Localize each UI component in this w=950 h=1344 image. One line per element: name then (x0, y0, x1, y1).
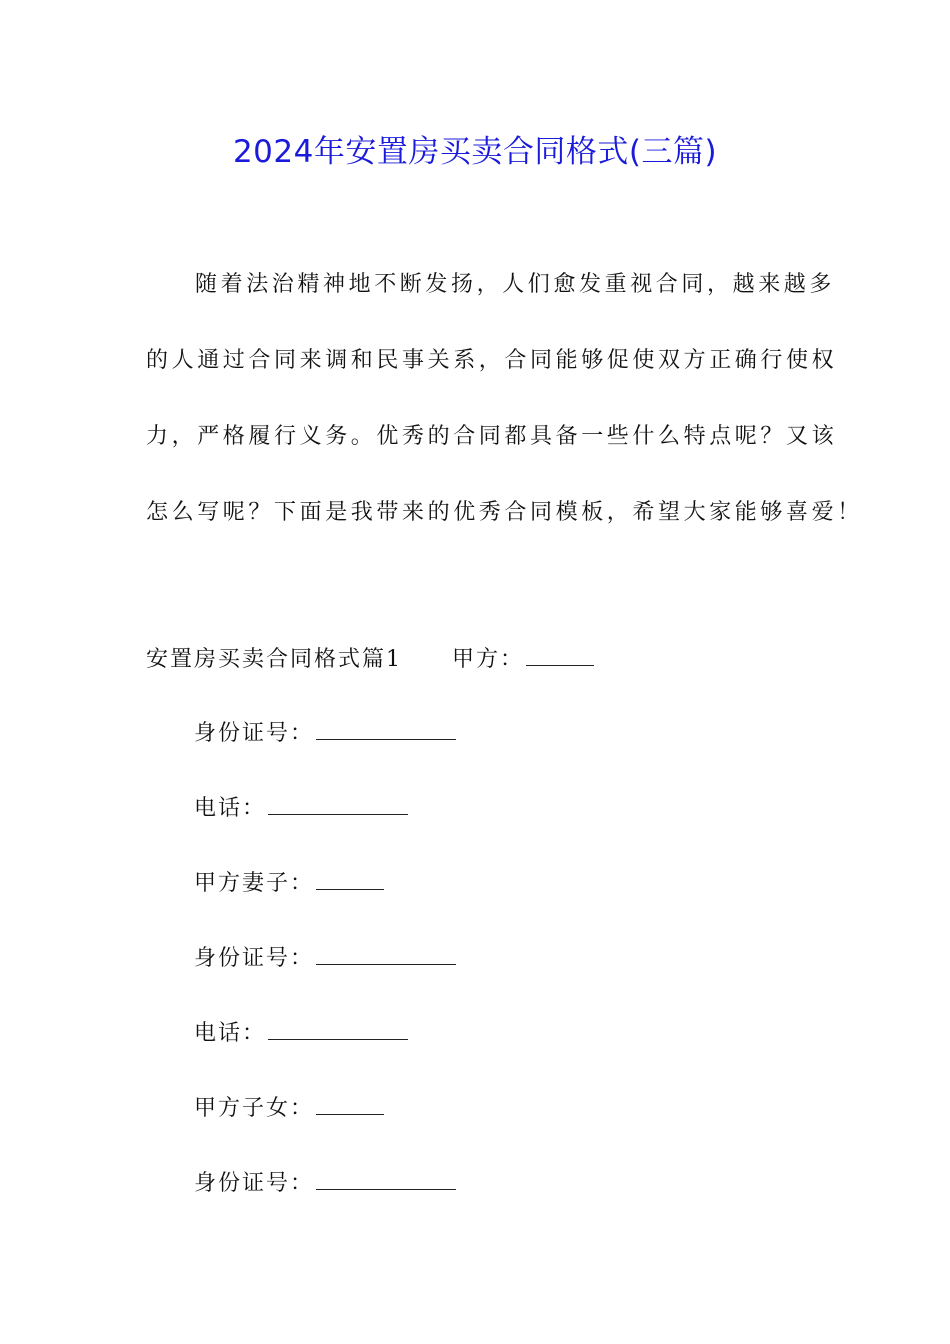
intro-paragraph (146, 263, 863, 567)
field-row (194, 1087, 456, 1162)
field-blank (316, 1088, 384, 1115)
section-heading-row (146, 638, 594, 682)
field-row (194, 862, 456, 937)
field-blank (316, 1163, 456, 1190)
field-row (194, 712, 456, 787)
field-row (194, 1162, 456, 1237)
field-row (194, 787, 456, 862)
field-label: 甲方子女： (194, 1096, 315, 1121)
field-label: 身份证号： (194, 721, 315, 746)
field-blank (316, 863, 384, 890)
party-a-blank (526, 639, 594, 666)
intro-line: 力，严格履行义务。优秀的合同都具备一些什么特点呢？又该 (146, 424, 838, 449)
field-label: 甲方妻子： (194, 871, 315, 896)
field-label: 电话： (194, 796, 267, 821)
intro-line: 的人通过合同来调和民事关系，合同能够促使双方正确行使权 (146, 348, 838, 373)
field-blank (316, 938, 456, 965)
field-list (194, 712, 456, 1237)
field-label: 身份证号： (194, 1171, 315, 1196)
field-label: 身份证号： (194, 946, 315, 971)
intro-line: 随着法治精神地不断发扬，人们愈发重视合同，越来越多 (195, 272, 836, 297)
field-row (194, 1012, 456, 1087)
field-row (194, 937, 456, 1012)
field-blank (316, 713, 456, 740)
field-blank (268, 1013, 408, 1040)
document-title: 2024年安置房买卖合同格式(三篇) (232, 134, 718, 170)
field-blank (268, 788, 408, 815)
intro-line: 怎么写呢？下面是我带来的优秀合同模板，希望大家能够喜爱！ (146, 500, 863, 525)
field-label: 电话： (194, 1021, 267, 1046)
section-heading: 安置房买卖合同格式篇1 (146, 647, 402, 672)
party-a-label: 甲方： (452, 647, 525, 672)
